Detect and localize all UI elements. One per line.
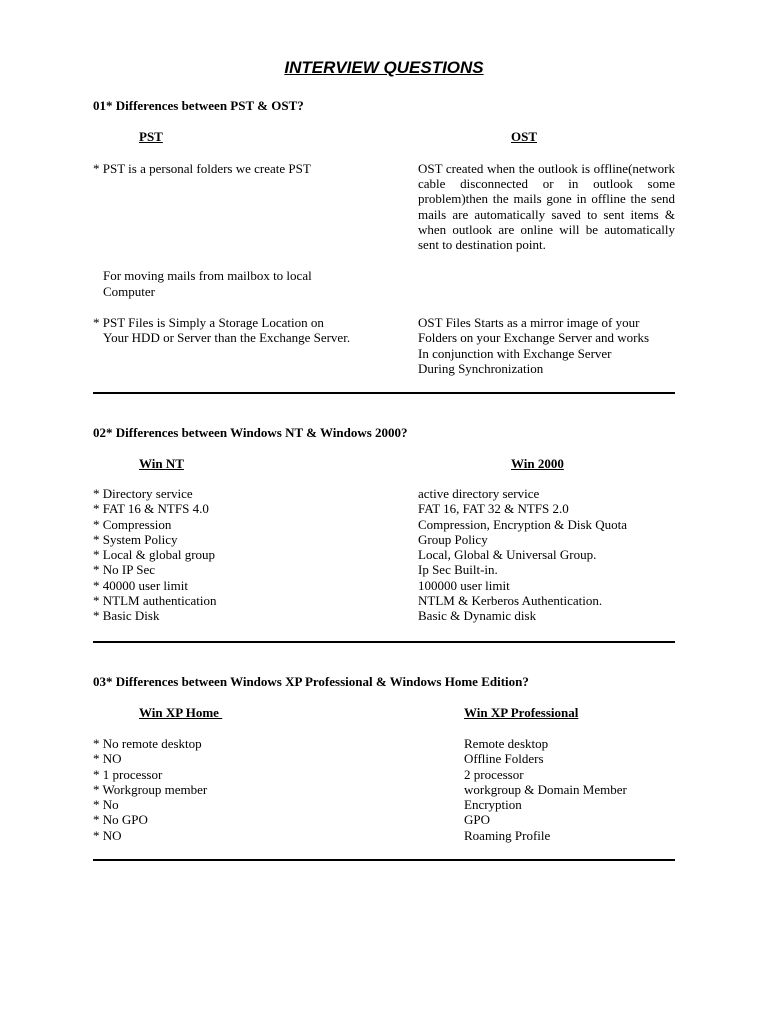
- pst-point-3-line-1: * PST Files is Simply a Storage Location on: [93, 315, 324, 330]
- list-item: * No GPO: [93, 812, 148, 828]
- win-2000-features: [418, 486, 627, 624]
- list-item: * Workgroup member: [93, 781, 208, 797]
- question-3: 03* Differences between Windows XP Professional & Windows Home Edition?: [93, 674, 529, 689]
- question-2: 02* Differences between Windows NT & Windows 2000?: [93, 425, 408, 440]
- list-item: * 1 processor: [93, 766, 163, 782]
- q3-left-header: Win XP Home: [139, 705, 223, 720]
- list-item: * NTLM authentication: [93, 593, 217, 609]
- list-item: Roaming Profile: [464, 827, 551, 843]
- win-xp-home-features: [93, 736, 207, 843]
- list-item: Group Policy: [418, 531, 488, 547]
- q3-right-header: Win XP Professional: [464, 705, 579, 720]
- list-item: 2 processor: [464, 766, 524, 782]
- list-item: * NO: [93, 751, 122, 767]
- list-item: Offline Folders: [464, 751, 544, 767]
- list-item: * Directory service: [93, 486, 193, 501]
- list-item: * Compression: [93, 516, 172, 532]
- win-xp-professional-features: [464, 736, 627, 843]
- pst-point-1: * PST is a personal folders we create PST: [93, 161, 311, 176]
- ost-point-3-line-2: Folders on your Exchange Server and works: [418, 330, 650, 345]
- list-item: active directory service: [418, 486, 540, 501]
- q1-left-header: PST: [139, 129, 163, 144]
- list-item: Basic & Dynamic disk: [418, 608, 537, 624]
- list-item: 100000 user limit: [418, 577, 510, 593]
- ost-point-3-line-3: In conjunction with Exchange Server: [418, 346, 612, 361]
- list-item: Remote desktop: [464, 736, 549, 751]
- list-item: workgroup & Domain Member: [464, 781, 627, 797]
- list-item: Local, Global & Universal Group.: [418, 547, 597, 563]
- ost-point-3-line-1: OST Files Starts as a mirror image of your: [418, 315, 640, 330]
- q1-right-header: OST: [511, 129, 538, 144]
- q2-right-header: Win 2000: [511, 456, 564, 471]
- list-item: Encryption: [464, 797, 522, 813]
- section-divider-2: [93, 641, 675, 643]
- list-item: * Basic Disk: [93, 608, 160, 624]
- list-item: * 40000 user limit: [93, 577, 188, 593]
- list-item: GPO: [464, 812, 491, 828]
- list-item: Ip Sec Built-in.: [418, 562, 498, 578]
- ost-point-3-line-4: During Synchronization: [418, 361, 544, 376]
- list-item: * No remote desktop: [93, 736, 202, 751]
- list-item: FAT 16, FAT 32 & NTFS 2.0: [418, 501, 569, 517]
- list-item: NTLM & Kerberos Authentication.: [418, 593, 603, 609]
- question-1: 01* Differences between PST & OST?: [93, 98, 304, 113]
- ost-point-1: OST created when the outlook is offline(network cable disconnected or in outlook some problem)then the mails gone in offline the send mails are automatically saved to sent items & when outlook are online will be automatically sent to destination point.: [418, 161, 675, 253]
- list-item: * FAT 16 & NTFS 4.0: [93, 501, 209, 517]
- q2-left-header: Win NT: [139, 456, 184, 471]
- list-item: * System Policy: [93, 531, 178, 547]
- list-item: * NO: [93, 827, 122, 843]
- list-item: * Local & global group: [93, 547, 216, 563]
- list-item: * No: [93, 797, 119, 813]
- page-title: INTERVIEW QUESTIONS: [284, 58, 484, 77]
- pst-point-2-line-2: Computer: [103, 284, 155, 299]
- list-item: Compression, Encryption & Disk Quota: [418, 516, 628, 532]
- pst-point-2-line-1: For moving mails from mailbox to local: [103, 268, 312, 283]
- section-divider-1: [93, 392, 675, 394]
- pst-point-3-line-2: Your HDD or Server than the Exchange Server.: [103, 330, 351, 345]
- section-divider-3: [93, 859, 675, 861]
- win-nt-features: [93, 486, 216, 624]
- list-item: * No IP Sec: [93, 562, 155, 578]
